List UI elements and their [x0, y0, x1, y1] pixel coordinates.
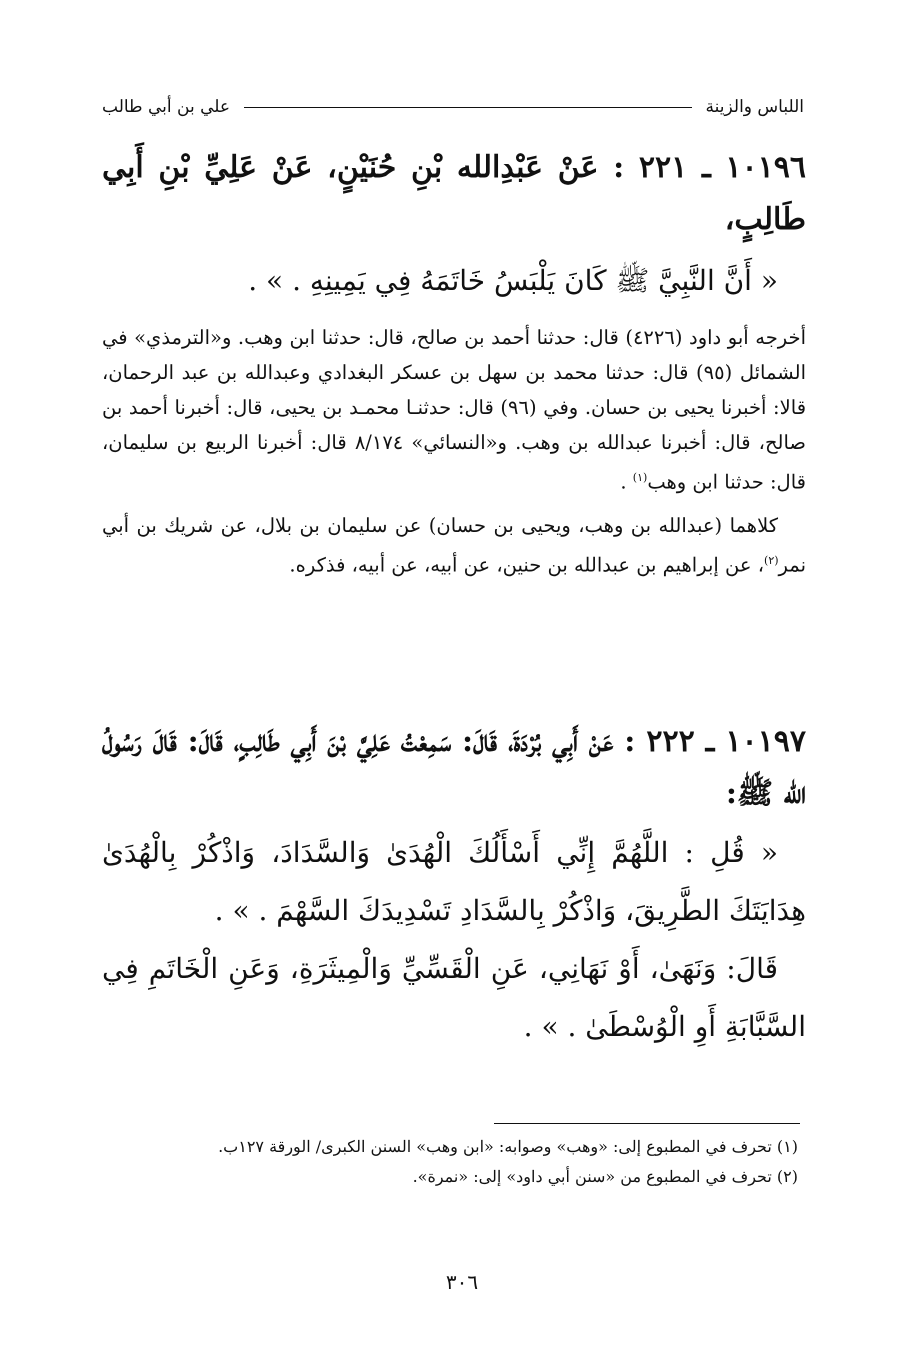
- footnotes: [120, 1132, 798, 1192]
- header-rule: [244, 107, 692, 108]
- hadith-number: ١٠١٩٧ ـ ٢٢٢ :: [624, 724, 806, 759]
- section-title: اللباس والزينة: [705, 97, 804, 117]
- hadith-heading: [102, 142, 806, 246]
- footnote-ref-2[interactable]: (٢): [764, 553, 779, 567]
- takhrij-text: أخرجه أبو داود (٤٢٢٦) قال: حدثنا أحمد بن صالح، قال: حدثنا ابن وهب. و«الترمذي» في الشمائل (٩٥) قال: حدثنا محمد بن سهل بن عسكر البغدادي وعبدالله بن عبد الرحمان، قالا: أخبرنا يحيى بن حسان. وفي (٩٦) قال: حدثنـا محمـد بن يحيى، قال: أخبرنا أحمد بن صالح، قال: أخبرنا عبدالله بن وهب. و«النسائي» ٨/١٧٤ قال: أخبرنا الربيع بن سليمان، قال: حدثنا ابن وهب: [102, 326, 807, 494]
- hadith-matn: « قُلِ : اللَّهُمَّ إِنِّي أَسْأَلُكَ الْهُدَىٰ وَالسَّدَادَ، وَاذْكُرْ بِالْهُدَىٰ هِدَايَتَكَ الطَّرِيقَ، وَاذْكُرْ بِالسَّدَادِ تَسْدِيدَكَ السَّهْمَ . » .: [102, 836, 806, 927]
- hadith-isnad: عَنْ أَبِي بُرْدَةَ، قَالَ: سَمِعْتُ عَلِيَّ بْنَ أَبِي طَالِبٍ، قَالَ: قَالَ رَسُولُ الله ﷺ:: [102, 724, 806, 811]
- chain-end: ، عن إبراهيم بن عبدالله بن حنين، عن أبيه، عن أبيه، فذكره.: [289, 553, 765, 576]
- takhrij-paragraph: [102, 320, 806, 500]
- page-number: ٣٠٦: [445, 1270, 479, 1294]
- hadith-isnad: عَنْ عَبْدِالله بْنِ حُنَيْنٍ، عَنْ عَلِيِّ بْنِ أَبِي طَالِبٍ،: [102, 150, 806, 237]
- running-header: [102, 92, 804, 122]
- chain-text: كلاهما (عبدالله بن وهب، ويحيى بن حسان) عن سليمان بن بلال، عن شريك بن أبي نمر: [102, 513, 806, 576]
- takhrij-end: .: [620, 470, 633, 494]
- hadith-10197: [102, 716, 806, 1056]
- footnote-separator: [494, 1123, 800, 1124]
- hadith-matn: « أَنَّ النَّبِيَّ ﷺ كَانَ يَلْبَسُ خَاتَمَهُ فِي يَمِينِهِ . » .: [248, 264, 778, 297]
- chain-paragraph: [102, 508, 806, 583]
- footnote-1: (١) تحرف في المطبوع إلى: «وهب» وصوابه: «ابن وهب» السنن الكبرى/ الورقة ١٢٧ب.: [218, 1137, 798, 1156]
- hadith-10196: [102, 142, 806, 582]
- hadith-heading: [102, 716, 806, 820]
- book-title: علي بن أبي طالب: [102, 97, 231, 117]
- footnote-2: (٢) تحرف في المطبوع من «سنن أبي داود» إلى: «نمرة».: [412, 1167, 798, 1186]
- footnote-ref-1[interactable]: (١): [632, 471, 648, 484]
- hadith-matn-continued: قَالَ: وَنَهَىٰ، أَوْ نَهَانِي، عَنِ الْقَسِّيِّ وَالْمِيثَرَةِ، وَعَنِ الْخَاتَمِ فِي السَّبَّابَةِ أَوِ الْوُسْطَىٰ . » .: [102, 952, 806, 1043]
- hadith-number: ١٠١٩٦ ـ ٢٢١ :: [613, 150, 806, 185]
